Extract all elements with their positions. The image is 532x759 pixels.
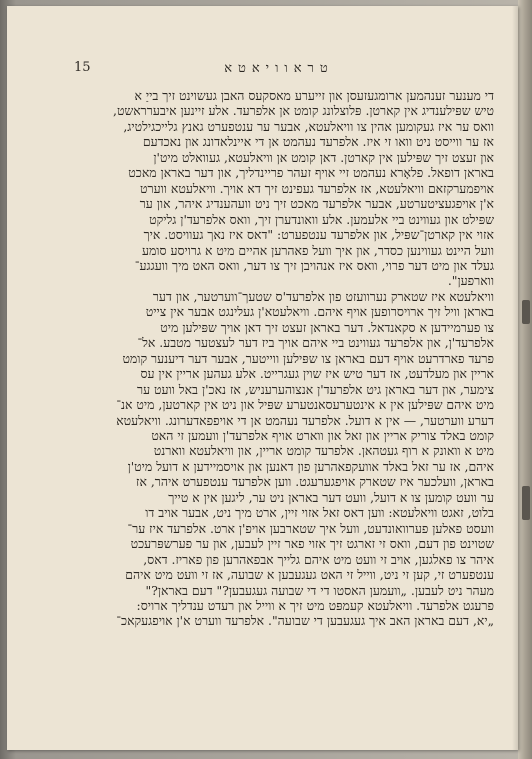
text-line: ענטפערט זי, קען זי ניט, ווייל זי האט געגעבען א שבועה, אז זי וועט מיט איהם [125,567,494,583]
book-spine [518,0,532,759]
running-title: טראוויאטא [224,61,334,76]
body-text [74,88,494,629]
text-line: קומט באלד צוריק אריין און זאל און ווארט אויף אלפרעד'ן וועמען זי האט [151,427,494,443]
text-line: באראן דופאל. פלאָרא נעהמט זיי אויף זעהר פריינדליך, און דער באראן מאכט [128,165,494,181]
paragraph [74,88,494,289]
text-line: אלפרעד'ן, און אלפרעד געווינט ביי איהם אויך ביז דער לעצטער מטבע. אל־ [137,335,494,351]
text-line: פרעד פארדרעט אויף דעם באראן צו שפּילען ווייטער, אבער דער דיענער קומט [122,350,494,366]
text-line: וועסט פאלען פערוואונדעט, וועל איך שטארבען אויפ'ן ארט. אלפרעד איז ער־ [127,520,494,536]
text-line: וועל היינט געווינען כסדר, און איך וועל פאהרען אהיים מיט א גרויסע סומע [141,242,494,258]
text-line: אויפמערקזאם וויאלעטא, אז אלפרעד געפינט זיך דא אויך. וויאלעטא ווערט [140,180,494,196]
text-line: צימער, און דער באראן גיט אלפרעד'ן אנצוהערעניש, אז נאכ'ן באל וועט ער [137,381,494,397]
text-line: וויאלעטא איז שטארק נערוועזט פון אלפרעד'ס שטעך־ווערטער, און דער [152,288,494,304]
text-line: א'ן אויפגעציטערטע, אבער אלפרעד מאכט זיך ניט וועהענדיג איהר, און ער [139,196,494,212]
text-line: איהם, אז ער זאל באלד אוועקפאהרען פון דאנען און אויסמיידען א דועל מיט'ן [127,458,494,474]
text-line: באראן וויל זיך ארויסרופען אויף איהם. וויאלעטא'ן געלינגט אבער אין צייט [145,304,494,320]
text-line: פרעגט אלפרעד. וויאלעטא קעמפּט מיט זיך א ווייל און רעדט ענדליך ארויס: [136,597,494,613]
text-line: שטוינט פון דעם, וואס זי זארגט זיך אזוי פאר זיין לעבען, און ער פערשפּרעכט [130,536,494,552]
text-line: באראן, וועלכער איז שטארק אויפגערעגט. ווען אלפרעד ענטפערט איהר, אז [135,474,494,490]
text-line: בלוט, זאגט וויאלעטא: ווען דאס זאל אזוי זיין, ארט מיך ניט, אבער אויב דו [145,505,494,521]
text-line: איהר צו פאלגען, אויב זי וועט מיט איהם גלייך אבפאהרען פון פאריז. דאס, [143,551,494,567]
text-line: מיט איהם שפּילען אין א אינטערעסאנטערע שפּיל און ניט אין קארטען, מיט אנ־ [116,397,494,413]
text-line: מיט א וואונק א רוף געטהאן. אלפרעד קומט אריין, און וויאלעטא ווארנט [153,443,494,459]
text-line: ווארפען". [447,273,494,289]
text-line: די מענער זענהמען ארומגעזעסן און זייערע מאסקעס האבן געשוינט זיך בייַ א [134,88,494,103]
binding-stitch [522,486,530,520]
text-line: און זעצט זיך שפּילען אין קארטן. דאן קומט אן וויאלעטא, געוואלט מיט'ן [153,149,494,165]
text-line: געלד און מיט דער פרוי, וואס איז אנהויבן זיך צו דער, וואס האט מיך וועגגע־ [134,257,494,273]
text-line: אזוי אין קארטן־שפּיל, און אלפרעד ענטפערט: "דאס איז נאך געוויסט. איך [143,227,494,243]
binding-stitch [522,300,530,324]
paragraph [74,289,494,629]
text-line: צו פערמיידען א סקאנדאל. דער באראן זעצט זיך דאן אויך שפּילען מיט [160,319,494,335]
text-line: שפּילט און געווינט ביי אלעמען. אלע וואונדערן זיך, וואס אלפרעד'ן גליקט [149,211,494,227]
text-line: „יא, דעם באראן האב איך געגעבען די שבועה". אלפרעד ווערט א'ן אויפגעקאכ־ [116,613,494,629]
text-line: מעהר ניט לעבען. „וועמען האסטו די די שבועה געגעבען?" דעם באראן?" [145,582,494,598]
page-header [74,60,484,82]
text-line: ער וועט קומען צו א דועל, וועט דער באראן ניט ער, ליגען אין א טייך [168,489,494,505]
text-line: אז ער ווייסט ניט וואו זי איז. אלפרעד נעהמט אן די איינלאדונג און נאכדעם [142,134,494,150]
text-line: טיש שפּילענדיג אין קארטן. פּלוצלונג קומט אן אלפרעד. אלע זיינען איבערראשט, [113,103,494,119]
text-line: וואס ער איז געקומען אהין צו וויאלעטא, אבער ער ענטפערט גאנץ גלייכגילטיג, [123,118,494,134]
text-line: אריין און מעלדעט, אז דער טיש איז שוין געגרייט. אלע געהען אריין אין עס [140,366,494,382]
page-number: 15 [74,60,91,75]
text-line: דערע ווערטער, — אין א דועל. אלפרעד נעהמט אן די אויפפאדערונג. וויאלעטא [116,412,494,428]
